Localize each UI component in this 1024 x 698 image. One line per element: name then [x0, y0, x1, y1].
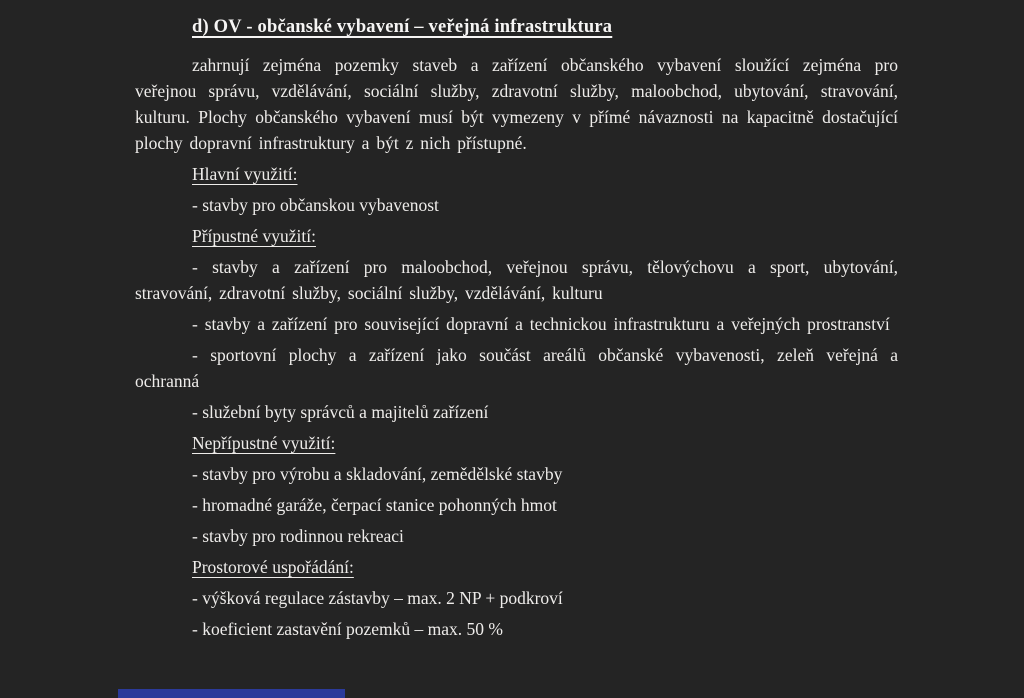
page-title: [192, 14, 898, 40]
list-item: - stavby pro rodinnou rekreaci: [192, 526, 404, 546]
list-item: - hromadné garáže, čerpací stanice pohonných hmot: [192, 495, 557, 515]
section-heading-permitted-use: Přípustné využití:: [192, 226, 316, 246]
list-item: - výšková regulace zástavby – max. 2 NP + podkroví: [192, 588, 563, 608]
list-item: - služební byty správců a majitelů zařízení: [192, 402, 489, 422]
section-heading-main-use: Hlavní využití:: [192, 164, 298, 184]
list-item: - koeficient zastavění pozemků – max. 50 %: [192, 619, 504, 639]
list-item: - stavby a zařízení pro související dopravní a technickou infrastrukturu a veřejných prostranství: [192, 314, 890, 334]
list-item: - sportovní plochy a zařízení jako součást areálů občanské vybavenosti, zeleň veřejná a ochranná: [135, 345, 898, 391]
section-heading-impermissible-use: Nepřípustné využití:: [192, 433, 336, 453]
list-item: - stavby a zařízení pro maloobchod, veřejnou správu, tělovýchovu a sport, ubytování, stravování, zdravotní služby, sociální služby, vzdělávání, kulturu: [135, 257, 898, 303]
section-heading-spatial-arrangement: Prostorové uspořádání:: [192, 557, 354, 577]
selection-highlight-bar: [118, 689, 345, 698]
page-title-text: d) OV - občanské vybavení – veřejná infrastruktura: [192, 17, 613, 37]
list-item: - stavby pro výrobu a skladování, zemědělské stavby: [192, 464, 563, 484]
list-item: - stavby pro občanskou vybavenost: [192, 195, 439, 215]
intro-paragraph: zahrnují zejména pozemky staveb a zařízení občanského vybavení sloužící zejména pro veřejnou správu, vzdělávání, sociální služby, zdravotní služby, maloobchod, ubytování, stravování, kulturu. Plochy občanského vybavení musí být vymezeny v přímé návaznosti na kapacitně dostačující plochy dopravní infrastruktury a být z nich přístupné.: [135, 55, 898, 153]
